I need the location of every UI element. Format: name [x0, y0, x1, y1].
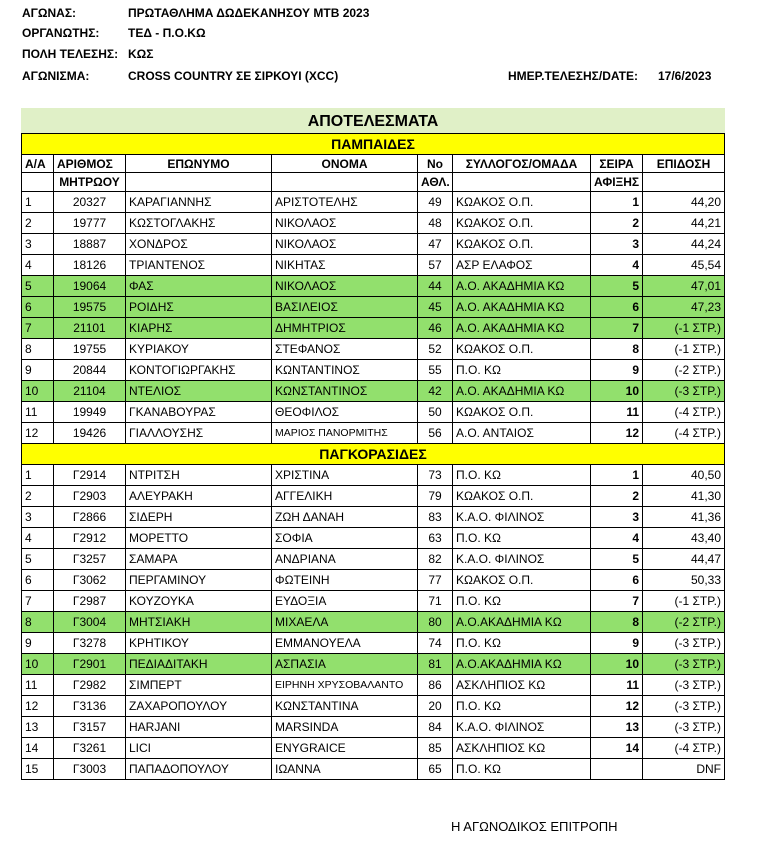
- cell-syllogos: Α.Ο. ΑΚΑΔΗΜΙΑ ΚΩ: [453, 381, 591, 402]
- table-row: [22, 297, 725, 318]
- cell-syllogos: Α.Ο. ΑΝΤΑΙΟΣ: [453, 423, 591, 444]
- table-row: [22, 465, 725, 486]
- cell-no: 83: [418, 507, 453, 528]
- cell-aa: 3: [22, 507, 54, 528]
- cell-syllogos: Α.Ο. ΑΚΑΔΗΜΙΑ ΚΩ: [453, 318, 591, 339]
- cell-epidosi: 44,21: [643, 213, 725, 234]
- cell-no: 48: [418, 213, 453, 234]
- cell-eponymo: ΠΕΡΓΑΜΙΝΟΥ: [126, 570, 272, 591]
- cell-no: 46: [418, 318, 453, 339]
- cell-eponymo: ΜΗΤΣΙΑΚΗ: [126, 612, 272, 633]
- cell-onoma: ΦΩΤΕΙΝΗ: [272, 570, 418, 591]
- cell-syllogos: ΚΩΑΚΟΣ Ο.Π.: [453, 339, 591, 360]
- cell-eponymo: ΜΟΡΕΤΤΟ: [126, 528, 272, 549]
- cell-syllogos: ΚΩΑΚΟΣ Ο.Π.: [453, 192, 591, 213]
- cell-eponymo: ΚΟΥΖΟΥΚΑ: [126, 591, 272, 612]
- cell-aa: 4: [22, 255, 54, 276]
- cell-syllogos: Κ.Α.Ο. ΦΙΛΙΝΟΣ: [453, 549, 591, 570]
- cell-eponymo: ΚΥΡΙΑΚΟΥ: [126, 339, 272, 360]
- cell-arithmos: Γ3278: [54, 633, 126, 654]
- cell-no: 81: [418, 654, 453, 675]
- col-eponymo-2: [126, 173, 272, 192]
- cell-syllogos: Α.Ο.ΑΚΑΔΗΜΙΑ ΚΩ: [453, 612, 591, 633]
- col-seira: ΣΕΙΡΑ: [591, 155, 643, 173]
- cell-seira: 10: [591, 381, 643, 402]
- cell-seira: 1: [591, 192, 643, 213]
- cell-aa: 1: [22, 192, 54, 213]
- cell-seira: 8: [591, 339, 643, 360]
- cell-aa: 1: [22, 465, 54, 486]
- cell-syllogos: Π.Ο. ΚΩ: [453, 591, 591, 612]
- cell-arithmos: 19949: [54, 402, 126, 423]
- table-row: [22, 549, 725, 570]
- cell-arithmos: 19575: [54, 297, 126, 318]
- cell-arithmos: Γ3257: [54, 549, 126, 570]
- cell-epidosi: 44,24: [643, 234, 725, 255]
- cell-no: 55: [418, 360, 453, 381]
- cell-eponymo: ΡΟΙΔΗΣ: [126, 297, 272, 318]
- cell-eponymo: ΤΡΙΑΝΤΕΝΟΣ: [126, 255, 272, 276]
- cell-aa: 9: [22, 360, 54, 381]
- cell-arithmos: 21101: [54, 318, 126, 339]
- cell-onoma: ΝΙΚΟΛΑΟΣ: [272, 276, 418, 297]
- cell-arithmos: Γ3003: [54, 759, 126, 780]
- cell-arithmos: Γ3261: [54, 738, 126, 759]
- table-row: [22, 738, 725, 759]
- cell-syllogos: Π.Ο. ΚΩ: [453, 759, 591, 780]
- cell-seira: 9: [591, 633, 643, 654]
- cell-arithmos: 21104: [54, 381, 126, 402]
- cell-syllogos: Π.Ο. ΚΩ: [453, 465, 591, 486]
- cell-onoma: ΑΡΙΣΤΟΤΕΛΗΣ: [272, 192, 418, 213]
- table-row: [22, 528, 725, 549]
- cell-aa: 11: [22, 402, 54, 423]
- cell-arithmos: Γ3157: [54, 717, 126, 738]
- cell-onoma: ΕΜΜΑΝΟΥΕΛΑ: [272, 633, 418, 654]
- cell-eponymo: ΣΙΔΕΡΗ: [126, 507, 272, 528]
- cell-aa: 2: [22, 486, 54, 507]
- col-aa-2: [22, 173, 54, 192]
- cell-onoma: ΜΙΧΑΕΛΑ: [272, 612, 418, 633]
- cell-epidosi: DNF: [643, 759, 725, 780]
- cell-onoma: ΚΩΝΣΤΑΝΤΙΝΟΣ: [272, 381, 418, 402]
- cell-eponymo: ΠΕΔΙΑΔΙΤΑΚΗ: [126, 654, 272, 675]
- cell-aa: 14: [22, 738, 54, 759]
- date-value: 17/6/2023: [658, 69, 712, 83]
- cell-eponymo: ΚΙΑΡΗΣ: [126, 318, 272, 339]
- cell-no: 71: [418, 591, 453, 612]
- cell-arithmos: Γ3136: [54, 696, 126, 717]
- cell-seira: 12: [591, 423, 643, 444]
- agonas-value: ΠΡΩΤΑΘΛΗΜΑ ΔΩΔΕΚΑΝΗΣΟΥ MTB 2023: [128, 6, 370, 20]
- cell-epidosi: 41,30: [643, 486, 725, 507]
- cell-eponymo: ΚΩΣΤΟΓΛΑΚΗΣ: [126, 213, 272, 234]
- agonisma-label: ΑΓΩΝΙΣΜΑ:: [22, 69, 90, 83]
- cell-no: 57: [418, 255, 453, 276]
- col-epidosi: ΕΠΙΔΟΣΗ: [643, 155, 725, 173]
- cell-seira: 10: [591, 654, 643, 675]
- cell-onoma: ΝΙΚΟΛΑΟΣ: [272, 213, 418, 234]
- cell-onoma: ENYGRAICE: [272, 738, 418, 759]
- cell-syllogos: ΑΣΚΛΗΠΙΟΣ ΚΩ: [453, 675, 591, 696]
- cell-syllogos: Κ.Α.Ο. ΦΙΛΙΝΟΣ: [453, 717, 591, 738]
- table-row: [22, 234, 725, 255]
- table-row: [22, 318, 725, 339]
- cell-no: 56: [418, 423, 453, 444]
- table-row: [22, 402, 725, 423]
- cell-syllogos: ΑΣΚΛΗΠΙΟΣ ΚΩ: [453, 738, 591, 759]
- cell-onoma: ΝΙΚΟΛΑΟΣ: [272, 234, 418, 255]
- cell-epidosi: (-3 ΣΤΡ.): [643, 675, 725, 696]
- cell-seira: 3: [591, 507, 643, 528]
- col-syllogos: ΣΥΛΛΟΓΟΣ/ΟΜΑΔΑ: [453, 155, 591, 173]
- results-title: ΑΠΟΤΕΛΕΣΜΑΤΑ: [22, 109, 725, 134]
- cell-seira: 11: [591, 402, 643, 423]
- col-arithmos: ΑΡΙΘΜΟΣ: [54, 155, 126, 173]
- table-row: [22, 633, 725, 654]
- cell-no: 50: [418, 402, 453, 423]
- cell-eponymo: LICI: [126, 738, 272, 759]
- cell-no: 45: [418, 297, 453, 318]
- cell-arithmos: Γ3004: [54, 612, 126, 633]
- cell-arithmos: 18126: [54, 255, 126, 276]
- cell-epidosi: (-3 ΣΤΡ.): [643, 633, 725, 654]
- cell-epidosi: (-4 ΣΤΡ.): [643, 738, 725, 759]
- cell-epidosi: 40,50: [643, 465, 725, 486]
- cell-epidosi: (-3 ΣΤΡ.): [643, 717, 725, 738]
- cell-syllogos: Π.Ο. ΚΩ: [453, 528, 591, 549]
- cell-aa: 9: [22, 633, 54, 654]
- cell-syllogos: Α.Ο.ΑΚΑΔΗΜΙΑ ΚΩ: [453, 654, 591, 675]
- cell-onoma: ΚΩΝΤΑΝΤΙΝΟΣ: [272, 360, 418, 381]
- cell-aa: 13: [22, 717, 54, 738]
- cell-no: 52: [418, 339, 453, 360]
- cell-arithmos: Γ2912: [54, 528, 126, 549]
- cell-syllogos: ΚΩΑΚΟΣ Ο.Π.: [453, 234, 591, 255]
- cell-onoma: ΑΝΔΡΙΑΝΑ: [272, 549, 418, 570]
- cell-epidosi: 44,47: [643, 549, 725, 570]
- cell-onoma: ΖΩΗ ΔΑΝΑΗ: [272, 507, 418, 528]
- cell-eponymo: ΠΑΠΑΔΟΠΟΥΛΟΥ: [126, 759, 272, 780]
- table-row: [22, 339, 725, 360]
- cell-onoma: ΔΗΜΗΤΡΙΟΣ: [272, 318, 418, 339]
- table-row: [22, 486, 725, 507]
- cell-onoma: ΒΑΣΙΛΕΙΟΣ: [272, 297, 418, 318]
- cell-arithmos: 19064: [54, 276, 126, 297]
- cell-seira: 2: [591, 213, 643, 234]
- cell-eponymo: ΖΑΧΑΡΟΠΟΥΛΟΥ: [126, 696, 272, 717]
- cell-eponymo: ΚΟΝΤΟΓΙΩΡΓΑΚΗΣ: [126, 360, 272, 381]
- cell-eponymo: ΧΟΝΔΡΟΣ: [126, 234, 272, 255]
- col-onoma: ΟΝΟΜΑ: [272, 155, 418, 173]
- cell-epidosi: 41,36: [643, 507, 725, 528]
- cell-no: 42: [418, 381, 453, 402]
- col-syllogos-2: [453, 173, 591, 192]
- cell-no: 47: [418, 234, 453, 255]
- cell-aa: 12: [22, 423, 54, 444]
- organotis-value: ΤΕΔ - Π.Ο.ΚΩ: [128, 26, 206, 40]
- cell-no: 63: [418, 528, 453, 549]
- table-row: [22, 360, 725, 381]
- cell-arithmos: Γ2903: [54, 486, 126, 507]
- table-row: [22, 276, 725, 297]
- cell-onoma: ΣΤΕΦΑΝΟΣ: [272, 339, 418, 360]
- cell-epidosi: 50,33: [643, 570, 725, 591]
- cell-epidosi: 47,01: [643, 276, 725, 297]
- cell-seira: 11: [591, 675, 643, 696]
- cell-epidosi: (-3 ΣΤΡ.): [643, 381, 725, 402]
- cell-aa: 3: [22, 234, 54, 255]
- cell-epidosi: (-1 ΣΤΡ.): [643, 591, 725, 612]
- column-header-row: [22, 155, 725, 173]
- cell-epidosi: (-3 ΣΤΡ.): [643, 654, 725, 675]
- cell-seira: 8: [591, 612, 643, 633]
- cell-arithmos: 20844: [54, 360, 126, 381]
- cell-no: 84: [418, 717, 453, 738]
- cell-eponymo: ΝΤΕΛΙΟΣ: [126, 381, 272, 402]
- table-row: [22, 654, 725, 675]
- cell-syllogos: ΚΩΑΚΟΣ Ο.Π.: [453, 213, 591, 234]
- cell-seira: 9: [591, 360, 643, 381]
- cell-arithmos: Γ2866: [54, 507, 126, 528]
- cell-epidosi: (-1 ΣΤΡ.): [643, 339, 725, 360]
- cell-seira: 5: [591, 276, 643, 297]
- date-label: ΗΜΕΡ.ΤΕΛΕΣΗΣ/DATE:: [508, 69, 638, 83]
- cell-arithmos: 19426: [54, 423, 126, 444]
- cell-no: 20: [418, 696, 453, 717]
- cell-eponymo: ΣΑΜΑΡΑ: [126, 549, 272, 570]
- cell-epidosi: (-3 ΣΤΡ.): [643, 696, 725, 717]
- cell-epidosi: (-1 ΣΤΡ.): [643, 318, 725, 339]
- cell-aa: 7: [22, 591, 54, 612]
- cell-seira: 1: [591, 465, 643, 486]
- cell-arithmos: Γ2987: [54, 591, 126, 612]
- cell-aa: 10: [22, 654, 54, 675]
- cell-aa: 11: [22, 675, 54, 696]
- category-row: [22, 134, 725, 155]
- cell-aa: 4: [22, 528, 54, 549]
- table-row: [22, 213, 725, 234]
- cell-no: 65: [418, 759, 453, 780]
- cell-no: 49: [418, 192, 453, 213]
- cell-aa: 5: [22, 549, 54, 570]
- cell-seira: [591, 759, 643, 780]
- cell-no: 74: [418, 633, 453, 654]
- cell-aa: 10: [22, 381, 54, 402]
- cell-onoma: ΕΥΔΟΞΙΑ: [272, 591, 418, 612]
- cell-seira: 7: [591, 318, 643, 339]
- cell-syllogos: ΚΩΑΚΟΣ Ο.Π.: [453, 402, 591, 423]
- cell-seira: 4: [591, 528, 643, 549]
- cell-onoma: ΑΣΠΑΣΙΑ: [272, 654, 418, 675]
- cell-aa: 6: [22, 570, 54, 591]
- col-seira-2: ΑΦΙΞΗΣ: [591, 173, 643, 192]
- table-row: [22, 192, 725, 213]
- cell-aa: 12: [22, 696, 54, 717]
- cell-onoma: ΧΡΙΣΤΙΝΑ: [272, 465, 418, 486]
- table-row: [22, 570, 725, 591]
- cell-eponymo: ΑΛΕΥΡΑΚΗ: [126, 486, 272, 507]
- cell-seira: 3: [591, 234, 643, 255]
- cell-epidosi: 43,40: [643, 528, 725, 549]
- organotis-label: ΟΡΓΑΝΩΤΗΣ:: [22, 26, 100, 40]
- agonas-label: ΑΓΩΝΑΣ:: [22, 6, 77, 20]
- cell-syllogos: Α.Ο. ΑΚΑΔΗΜΙΑ ΚΩ: [453, 297, 591, 318]
- cell-aa: 8: [22, 612, 54, 633]
- cell-seira: 2: [591, 486, 643, 507]
- cell-no: 80: [418, 612, 453, 633]
- table-row: [22, 612, 725, 633]
- cell-no: 73: [418, 465, 453, 486]
- cell-syllogos: Α.Ο. ΑΚΑΔΗΜΙΑ ΚΩ: [453, 276, 591, 297]
- poli-label: ΠΟΛΗ ΤΕΛΕΣΗΣ:: [22, 47, 119, 61]
- cell-onoma: ΕΙΡΗΝΗ ΧΡΥΣΟΒΑΛΑΝΤΟ: [272, 675, 418, 696]
- category-row: [22, 444, 725, 465]
- col-no-2: ΑΘΛ.: [418, 173, 453, 192]
- cell-aa: 7: [22, 318, 54, 339]
- cell-onoma: ΙΩΑΝΝΑ: [272, 759, 418, 780]
- cell-syllogos: Π.Ο. ΚΩ: [453, 696, 591, 717]
- cell-no: 79: [418, 486, 453, 507]
- cell-aa: 6: [22, 297, 54, 318]
- results-body: [22, 109, 725, 780]
- cell-no: 82: [418, 549, 453, 570]
- table-row: [22, 507, 725, 528]
- cell-eponymo: ΚΑΡΑΓΙΑΝΝΗΣ: [126, 192, 272, 213]
- col-aa: Α/Α: [22, 155, 54, 173]
- committee-footer: Η ΑΓΩΝΟΔΙΚΟΣ ΕΠΙΤΡΟΠΗ: [451, 819, 618, 834]
- table-row: [22, 381, 725, 402]
- cell-syllogos: ΑΣΡ ΕΛΑΦΟΣ: [453, 255, 591, 276]
- cell-eponymo: ΝΤΡΙΤΣΗ: [126, 465, 272, 486]
- cell-epidosi: 44,20: [643, 192, 725, 213]
- cell-onoma: ΑΓΓΕΛΙΚΗ: [272, 486, 418, 507]
- cell-aa: 2: [22, 213, 54, 234]
- cell-epidosi: (-2 ΣΤΡ.): [643, 360, 725, 381]
- cell-seira: 13: [591, 717, 643, 738]
- cell-aa: 5: [22, 276, 54, 297]
- table-row: [22, 675, 725, 696]
- cell-epidosi: (-4 ΣΤΡ.): [643, 402, 725, 423]
- cell-arithmos: Γ2914: [54, 465, 126, 486]
- cell-eponymo: ΦΑΣ: [126, 276, 272, 297]
- cell-arithmos: 18887: [54, 234, 126, 255]
- cell-syllogos: ΚΩΑΚΟΣ Ο.Π.: [453, 486, 591, 507]
- cell-eponymo: ΣΙΜΠΕΡΤ: [126, 675, 272, 696]
- col-eponymo: ΕΠΩΝΥΜΟ: [126, 155, 272, 173]
- cell-arithmos: 19777: [54, 213, 126, 234]
- cell-arithmos: Γ2901: [54, 654, 126, 675]
- category-title: ΠΑΓΚΟΡΑΣΙΔΕΣ: [22, 444, 725, 465]
- column-header-row-2: [22, 173, 725, 192]
- cell-onoma: ΣΟΦΙΑ: [272, 528, 418, 549]
- cell-eponymo: ΚΡΗΤΙΚΟΥ: [126, 633, 272, 654]
- table-row: [22, 423, 725, 444]
- cell-epidosi: 47,23: [643, 297, 725, 318]
- cell-syllogos: Π.Ο. ΚΩ: [453, 633, 591, 654]
- col-no: Νο: [418, 155, 453, 173]
- cell-onoma: ΘΕΟΦΙΛΟΣ: [272, 402, 418, 423]
- agonisma-value: CROSS COUNTRY ΣΕ ΣΙΡΚΟΥΙ (XCC): [128, 69, 339, 83]
- table-row: [22, 696, 725, 717]
- cell-arithmos: Γ2982: [54, 675, 126, 696]
- cell-seira: 6: [591, 297, 643, 318]
- cell-eponymo: HARJANI: [126, 717, 272, 738]
- cell-seira: 4: [591, 255, 643, 276]
- col-epidosi-2: [643, 173, 725, 192]
- cell-seira: 7: [591, 591, 643, 612]
- category-title: ΠΑΜΠΑΙΔΕΣ: [22, 134, 725, 155]
- cell-arithmos: 19755: [54, 339, 126, 360]
- cell-no: 86: [418, 675, 453, 696]
- poli-value: ΚΩΣ: [128, 47, 154, 61]
- cell-seira: 14: [591, 738, 643, 759]
- cell-aa: 8: [22, 339, 54, 360]
- cell-eponymo: ΓΙΑΛΛΟΥΣΗΣ: [126, 423, 272, 444]
- cell-syllogos: ΚΩΑΚΟΣ Ο.Π.: [453, 570, 591, 591]
- col-onoma-2: [272, 173, 418, 192]
- cell-arithmos: 20327: [54, 192, 126, 213]
- cell-onoma: ΝΙΚΗΤΑΣ: [272, 255, 418, 276]
- cell-onoma: ΜΑΡΙΟΣ ΠΑΝΟΡΜΙΤΗΣ: [272, 423, 418, 444]
- cell-no: 85: [418, 738, 453, 759]
- cell-eponymo: ΓΚΑΝΑΒΟΥΡΑΣ: [126, 402, 272, 423]
- cell-epidosi: (-2 ΣΤΡ.): [643, 612, 725, 633]
- cell-onoma: MARSINDA: [272, 717, 418, 738]
- cell-arithmos: Γ3062: [54, 570, 126, 591]
- cell-aa: 15: [22, 759, 54, 780]
- title-row: [22, 109, 725, 134]
- cell-seira: 5: [591, 549, 643, 570]
- cell-seira: 6: [591, 570, 643, 591]
- cell-no: 77: [418, 570, 453, 591]
- cell-epidosi: 45,54: [643, 255, 725, 276]
- table-row: [22, 591, 725, 612]
- table-row: [22, 717, 725, 738]
- cell-epidosi: (-4 ΣΤΡ.): [643, 423, 725, 444]
- cell-seira: 12: [591, 696, 643, 717]
- results-table: [21, 108, 725, 780]
- cell-onoma: ΚΩΝΣΤΑΝΤΙΝΑ: [272, 696, 418, 717]
- cell-no: 44: [418, 276, 453, 297]
- cell-syllogos: Κ.Α.Ο. ΦΙΛΙΝΟΣ: [453, 507, 591, 528]
- table-row: [22, 759, 725, 780]
- table-row: [22, 255, 725, 276]
- col-arithmos-2: ΜΗΤΡΩΟΥ: [54, 173, 126, 192]
- cell-syllogos: Π.Ο. ΚΩ: [453, 360, 591, 381]
